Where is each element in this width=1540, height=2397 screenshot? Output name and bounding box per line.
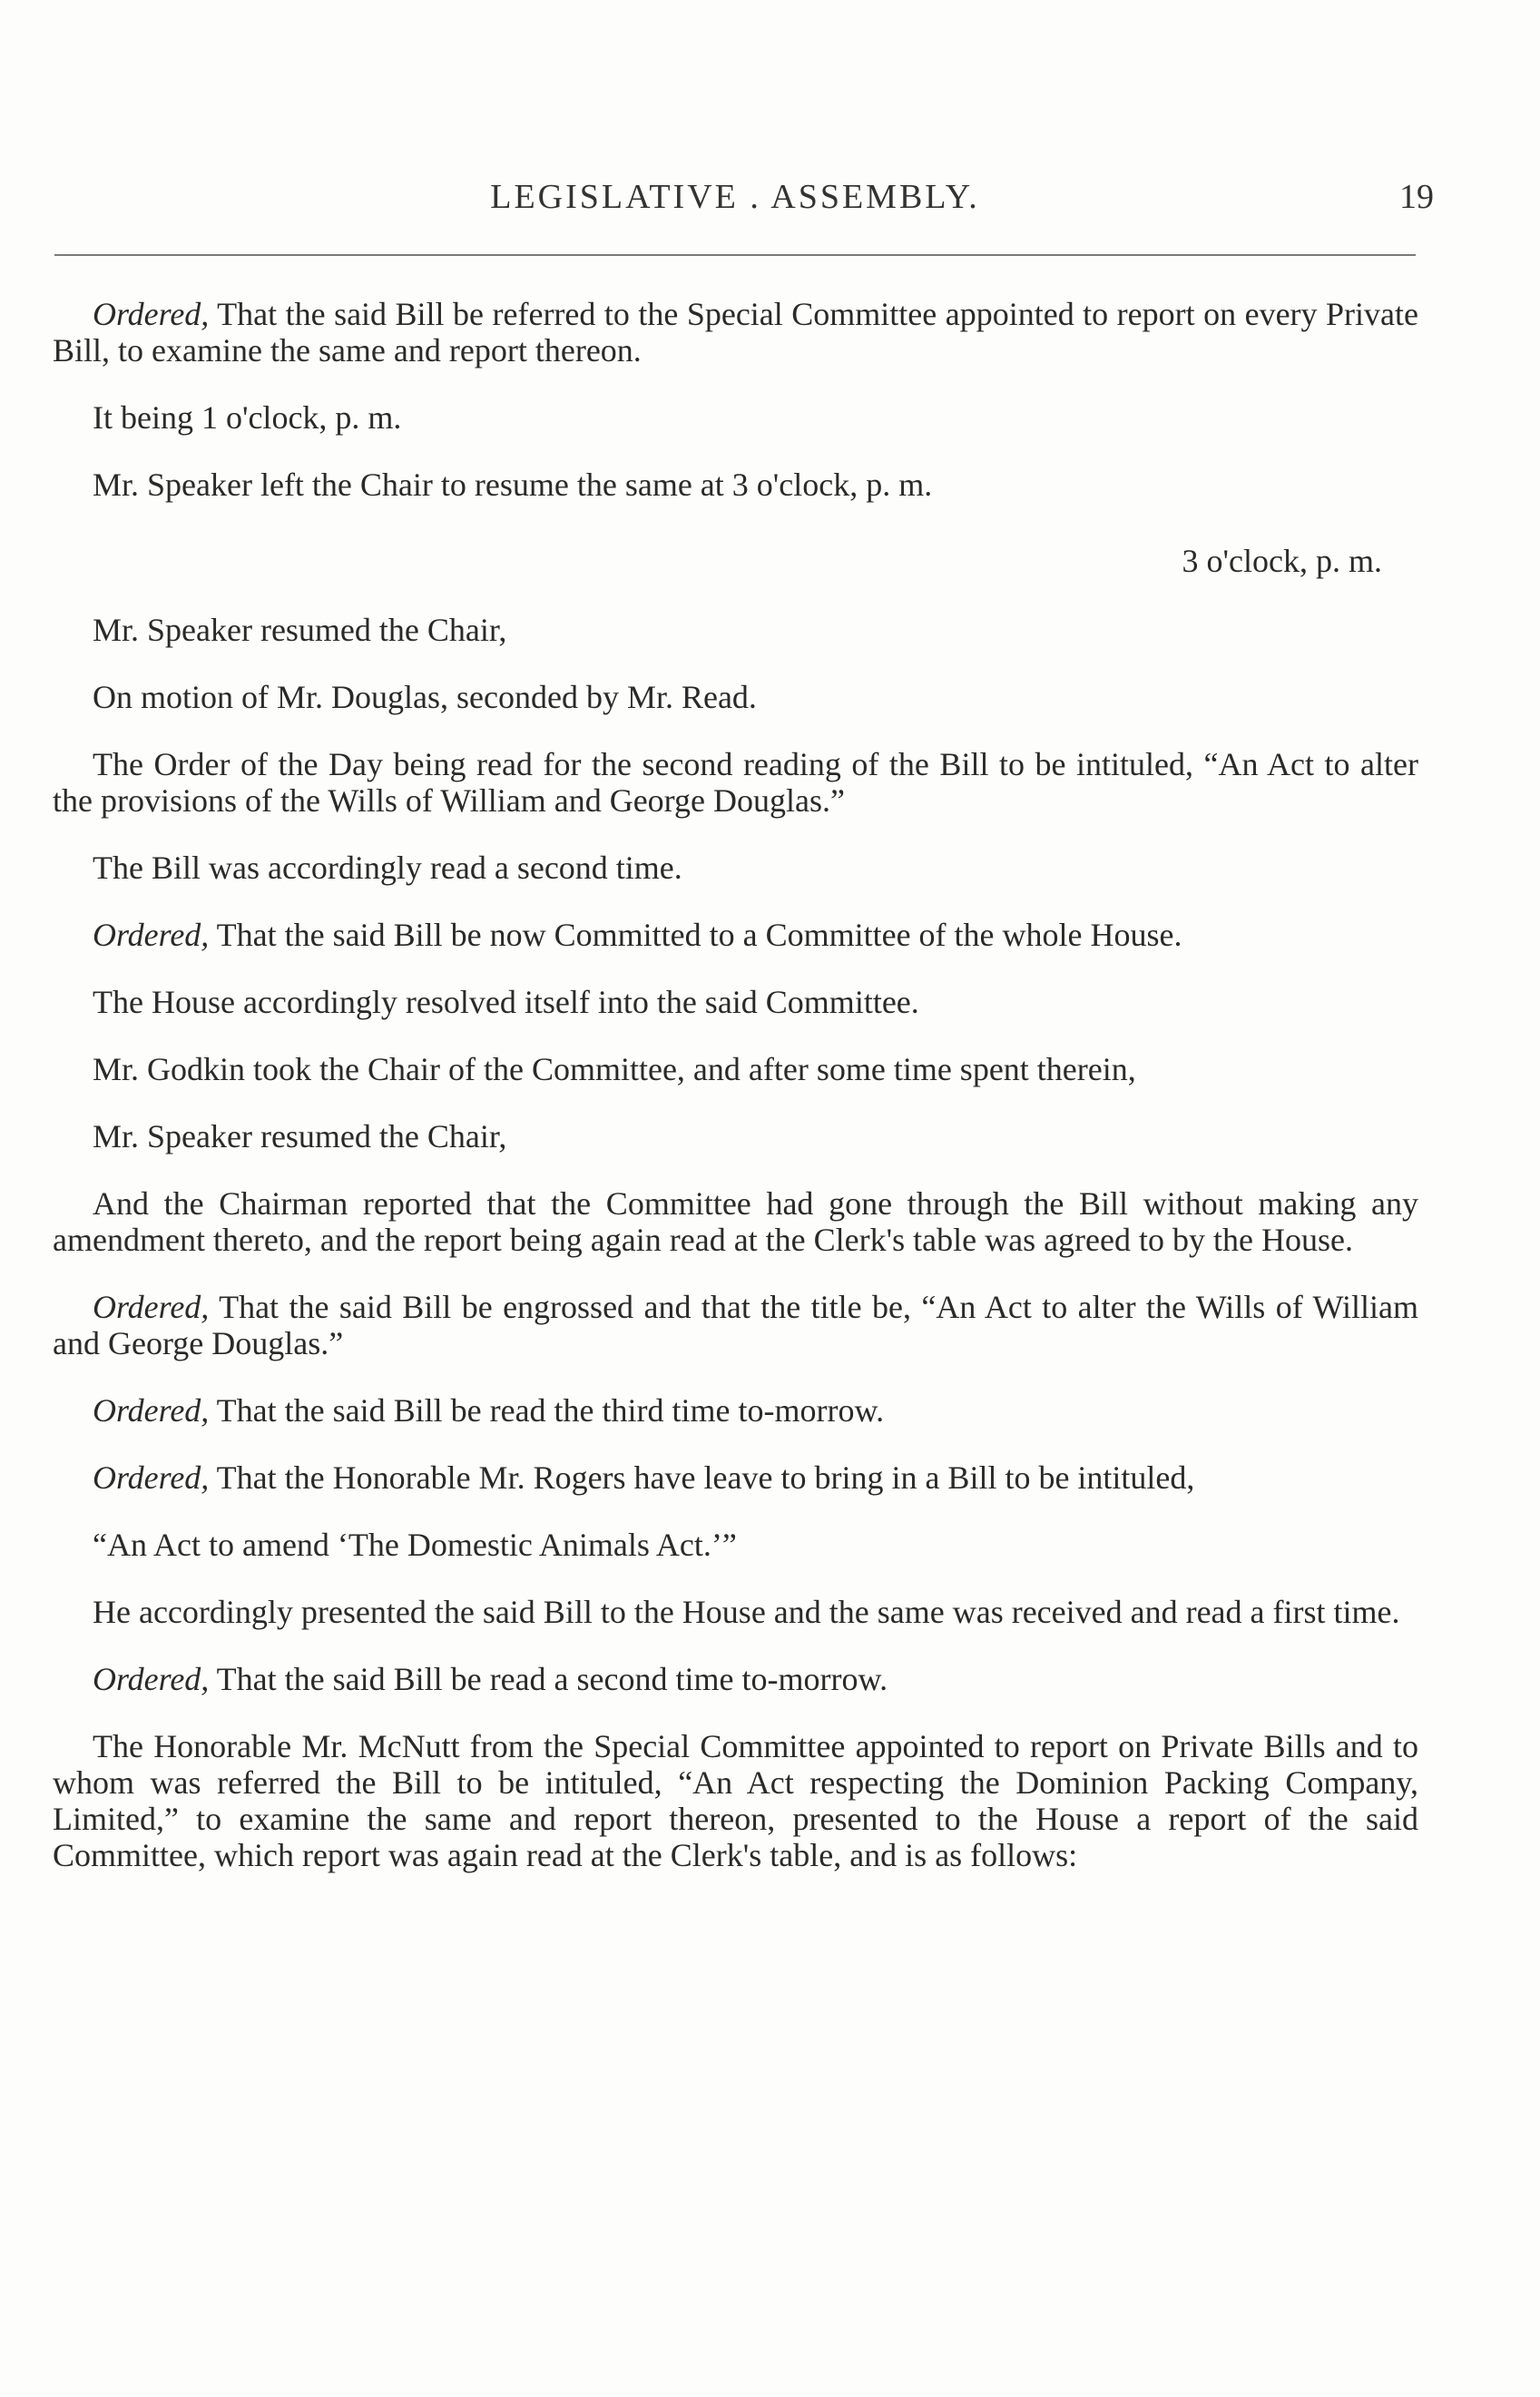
journal-body	[53, 296, 1418, 1904]
paragraph-text: That the Honorable Mr. Rogers have leave to bring in a Bill to be intituled,	[209, 1459, 1195, 1496]
ordered-lead: Ordered,	[93, 296, 210, 332]
paragraph-godkin-chair: Mr. Godkin took the Chair of the Committee, and after some time spent therein,	[93, 1051, 1136, 1087]
time-marker: 3 o'clock, p. m.	[1182, 543, 1382, 579]
paragraph-text: That the said Bill be engrossed and that the title be, “An Act to alter the Wills of William and George Douglas.”	[53, 1289, 1418, 1361]
ordered-lead: Ordered,	[93, 1459, 210, 1496]
paragraph-speaker-resumed-2: Mr. Speaker resumed the Chair,	[93, 1118, 507, 1154]
paragraph-house-resolved: The House accordingly resolved itself into the said Committee.	[93, 984, 919, 1020]
paragraph-ordered-third-reading	[53, 1392, 1418, 1429]
ordered-lead: Ordered,	[93, 917, 210, 953]
paragraph-second-reading: The Bill was accordingly read a second time.	[93, 850, 682, 886]
header-rule	[54, 254, 1416, 256]
ordered-lead: Ordered,	[93, 1392, 210, 1429]
paragraph-chairman-reported: And the Chairman reported that the Committee had gone through the Bill without making any amendment thereto, and the report being again read at the Clerk's table was agreed to by the House.	[53, 1185, 1418, 1258]
paragraph-time: It being 1 o'clock, p. m.	[93, 399, 402, 436]
paragraph-speaker-left: Mr. Speaker left the Chair to resume the same at 3 o'clock, p. m.	[93, 467, 933, 503]
paragraph-text: That the said Bill be referred to the Special Committee appointed to report on every Private Bill, to examine the same and report thereon.	[53, 296, 1418, 368]
paragraph-speaker-resumed: Mr. Speaker resumed the Chair,	[93, 612, 507, 648]
ordered-lead: Ordered,	[93, 1289, 210, 1325]
paragraph-text: That the said Bill be read the third time to-morrow.	[209, 1392, 885, 1429]
ordered-lead: Ordered,	[93, 1661, 210, 1697]
paragraph-order-of-day: The Order of the Day being read for the second reading of the Bill to be intituled, “An Act to alter the provisions of the Wills of William and George Douglas.”	[53, 746, 1418, 819]
paragraph-text: That the said Bill be read a second time to-morrow.	[209, 1661, 888, 1697]
paragraph-text: That the said Bill be now Committed to a Committee of the whole House.	[209, 917, 1182, 953]
paragraph-ordered-committed	[53, 917, 1418, 953]
running-head: LEGISLATIVE . ASSEMBLY.	[490, 178, 980, 216]
paragraph-ordered-referral	[53, 296, 1418, 368]
paragraph-presented: He accordingly presented the said Bill to the House and the same was received and read a first time.	[93, 1594, 1400, 1630]
page-number: 19	[1399, 178, 1434, 216]
page-header	[54, 177, 1434, 231]
paragraph-mcnutt-report: The Honorable Mr. McNutt from the Special Committee appointed to report on Private Bills and to whom was referred the Bill to be intituled, “An Act respecting the Dominion Packing Company, Limited,” to examine the same and report thereon, presented to the House a report of the said Committee, which report was again read at the Clerk's table, and is as follows:	[53, 1728, 1418, 1873]
paragraph-ordered-engrossed	[53, 1289, 1418, 1361]
paragraph-bill-title: “An Act to amend ‘The Domestic Animals Act.’”	[93, 1527, 737, 1563]
paragraph-ordered-second-reading	[53, 1661, 1418, 1697]
paragraph-ordered-rogers-leave	[53, 1459, 1418, 1496]
paragraph-motion: On motion of Mr. Douglas, seconded by Mr. Read.	[93, 679, 757, 715]
